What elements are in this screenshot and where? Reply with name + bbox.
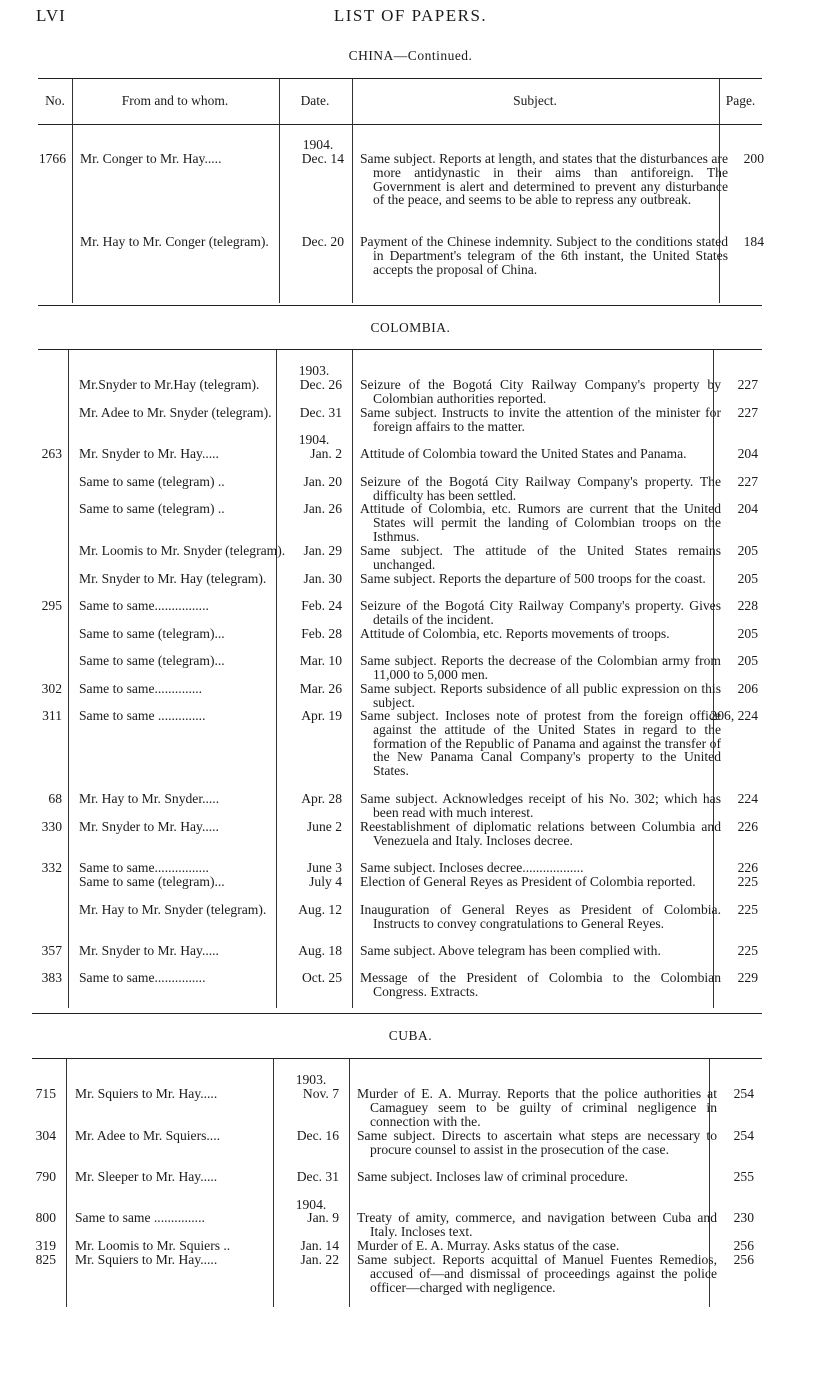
row-date: Aug. 12 <box>298 902 342 917</box>
row-no: 357 <box>41 943 62 958</box>
china-continued-heading: CHINA—Continued. <box>348 48 473 63</box>
col-head-page: Page. <box>725 93 756 108</box>
row-page: 205 <box>737 571 758 586</box>
header-bottom-rule <box>38 124 762 125</box>
row-subject: Attitude of Colombia toward the United States and Panama. <box>360 446 687 461</box>
row-subject: Inauguration of General Reyes as President of Colombia. Instructs to convey congratulations to General Reyes. <box>360 902 721 931</box>
row-from: Mr. Adee to Mr. Snyder (telegram). <box>79 405 272 420</box>
cuba-col-divider-3 <box>349 1059 350 1307</box>
row-date: Feb. 28 <box>301 626 342 641</box>
page-title: LIST OF PAPERS. <box>333 6 488 25</box>
colombia-year-label-1903: 1903. <box>298 363 330 378</box>
row-subject: Same subject. The attitude of the United States remains unchanged. <box>360 543 721 572</box>
row-date: Jan. 14 <box>300 1238 339 1253</box>
row-from: Same to same (telegram)... <box>79 626 225 641</box>
row-page: 225 <box>737 943 758 958</box>
row-subject: Same subject. Instructs to invite the attention of the minister for foreign affairs to the matter. <box>360 405 721 434</box>
row-no: 332 <box>41 860 62 875</box>
row-no: 715 <box>35 1086 56 1101</box>
row-date: Oct. 25 <box>301 970 342 985</box>
row-date: Apr. 19 <box>301 708 342 723</box>
row-no: 304 <box>35 1128 56 1143</box>
row-from: Mr. Squiers to Mr. Hay..... <box>75 1086 218 1101</box>
row-subject: Same subject. Above telegram has been complied with. <box>360 943 661 958</box>
row-date: Dec. 31 <box>296 1169 339 1184</box>
row-date: Jan. 2 <box>310 446 342 461</box>
colombia-top-rule <box>38 349 762 350</box>
china-col-divider-2 <box>279 79 280 303</box>
cuba-year-label-1904: 1904. <box>295 1197 327 1212</box>
row-from: Mr. Squiers to Mr. Hay..... <box>75 1252 218 1267</box>
row-date: Aug. 18 <box>298 943 342 958</box>
row-page: 206 <box>737 681 758 696</box>
row-subject: Reestablishment of diplomatic relations between Columbia and Venezuela and Italy. Incloses decree. <box>360 819 721 848</box>
row-page: 204 <box>737 501 758 516</box>
row-page: 230 <box>733 1210 754 1225</box>
cuba-year-label-1903: 1903. <box>295 1072 327 1087</box>
row-page: 227 <box>737 377 758 392</box>
row-subject: Same subject. Reports the decrease of the Colombian army from 11,000 to 5,000 men. <box>360 653 721 682</box>
row-subject: Same subject. Directs to ascertain what steps are necessary to procure counsel to assist in the prosecution of the case. <box>357 1128 717 1157</box>
row-subject: Seizure of the Bogotá City Railway Company's property. Gives details of the incident. <box>360 598 721 627</box>
row-from: Mr. Conger to Mr. Hay..... <box>80 151 222 166</box>
row-no: 295 <box>41 598 62 613</box>
row-page: 228 <box>737 598 758 613</box>
row-no: 800 <box>35 1210 56 1225</box>
row-date: Mar. 26 <box>299 681 342 696</box>
row-page: 205 <box>737 626 758 641</box>
row-date: Jan. 26 <box>303 501 342 516</box>
row-page: 227 <box>737 474 758 489</box>
row-from: Mr. Snyder to Mr. Hay (telegram). <box>79 571 267 586</box>
row-date: Jan. 20 <box>303 474 342 489</box>
row-from: Mr. Snyder to Mr. Hay..... <box>79 446 219 461</box>
row-no: 319 <box>35 1238 56 1253</box>
china-bottom-rule <box>38 305 762 306</box>
row-date: June 2 <box>306 819 342 834</box>
header-top-rule <box>38 78 762 79</box>
row-from: Mr. Loomis to Mr. Snyder (telegram). <box>79 543 286 558</box>
row-page: 225 <box>737 874 758 889</box>
cuba-heading: CUBA. <box>388 1028 433 1043</box>
row-subject: Same subject. Reports the departure of 500 troops for the coast. <box>360 571 706 586</box>
row-subject: Same subject. Reports acquittal of Manuel Fuentes Remedios, accused of—and dismissal of proceedings against the police officer—charged with negligence. <box>357 1252 717 1295</box>
row-from: Mr. Adee to Mr. Squiers.... <box>75 1128 220 1143</box>
row-page: 225 <box>737 902 758 917</box>
row-from: Mr. Snyder to Mr. Hay..... <box>79 943 219 958</box>
row-page: 254 <box>733 1128 754 1143</box>
row-from: Same to same................ <box>79 598 209 613</box>
row-subject: Attitude of Colombia, etc. Reports movements of troops. <box>360 626 670 641</box>
row-subject: Election of General Reyes as President of Colombia reported. <box>360 874 696 889</box>
row-from: Mr. Hay to Mr. Snyder..... <box>79 791 220 806</box>
row-date: Dec. 14 <box>301 151 344 166</box>
cuba-col-divider-1 <box>66 1059 67 1307</box>
row-subject: Same subject. Reports at length, and states that the disturbances are more antidynastic in their aims than antiforeign. The Government is alert and determined to prevent any disturbance of the peace, and seems to be able to repress any outbreak. <box>360 151 728 208</box>
row-from: Mr. Hay to Mr. Conger (telegram). <box>80 234 269 249</box>
col-head-subject: Subject. <box>513 93 557 108</box>
row-no: 263 <box>41 446 62 461</box>
row-from: Same to same................ <box>79 860 209 875</box>
row-no: 383 <box>41 970 62 985</box>
row-subject: Message of the President of Colombia to the Colombian Congress. Extracts. <box>360 970 721 999</box>
row-page: 205 <box>737 653 758 668</box>
col-head-from: From and to whom. <box>121 93 229 108</box>
row-no: 302 <box>41 681 62 696</box>
row-from: Mr. Sleeper to Mr. Hay..... <box>75 1169 218 1184</box>
row-date: Dec. 26 <box>299 377 342 392</box>
row-subject: Same subject. Acknowledges receipt of his No. 302; which has been read with much interest. <box>360 791 721 820</box>
cuba-top-rule <box>32 1058 762 1059</box>
row-subject: Same subject. Reports subsidence of all public expression on this subject. <box>360 681 721 710</box>
row-page: 255 <box>733 1169 754 1184</box>
row-from: Mr. Loomis to Mr. Squiers .. <box>75 1238 231 1253</box>
row-subject: Same subject. Incloses note of protest from the foreign office against the attitude of the United States in regard to the formation of the Republic of Panama and against the transfer of the New Panama Canal Company's property to the United States. <box>360 708 721 779</box>
colombia-year-label-1904: 1904. <box>298 432 330 447</box>
row-date: Dec. 20 <box>301 234 344 249</box>
row-from: Same to same (telegram)... <box>79 653 225 668</box>
row-date: Mar. 10 <box>299 653 342 668</box>
row-date: Jan. 9 <box>307 1210 339 1225</box>
row-from: Mr. Hay to Mr. Snyder (telegram). <box>79 902 267 917</box>
row-page: 184 <box>743 234 764 249</box>
row-date: Jan. 29 <box>303 543 342 558</box>
row-date: Jan. 22 <box>300 1252 339 1267</box>
china-col-divider-3 <box>352 79 353 303</box>
row-subject: Seizure of the Bogotá City Railway Company's property by Colombian authorities reported. <box>360 377 721 406</box>
china-year-label: 1904. <box>302 137 334 152</box>
row-from: Same to same (telegram) .. <box>79 474 225 489</box>
colombia-bottom-rule <box>32 1013 762 1014</box>
row-date: Nov. 7 <box>302 1086 339 1101</box>
col-head-no: No. <box>45 93 65 108</box>
row-from: Mr.Snyder to Mr.Hay (telegram). <box>79 377 260 392</box>
row-from: Same to same.............. <box>79 681 203 696</box>
row-page: 229 <box>737 970 758 985</box>
row-no: 311 <box>42 708 62 723</box>
row-from: Same to same (telegram) .. <box>79 501 225 516</box>
row-subject: Seizure of the Bogotá City Railway Company's property. The difficulty has been settled. <box>360 474 721 503</box>
row-subject: Attitude of Colombia, etc. Rumors are current that the United States will permit the landing of Colombian troops on the Isthmus. <box>360 501 721 544</box>
row-date: July 4 <box>309 874 342 889</box>
row-from: Same to same ............... <box>75 1210 205 1225</box>
col-head-date: Date. <box>300 93 330 108</box>
china-col-divider-1 <box>72 79 73 303</box>
row-subject: Murder of E. A. Murray. Asks status of the case. <box>357 1238 620 1253</box>
row-page: 205 <box>737 543 758 558</box>
row-date: Feb. 24 <box>301 598 342 613</box>
row-subject: Payment of the Chinese indemnity. Subject to the conditions stated in Department's telegram of the 6th instant, the United States accepts the proposal of China. <box>360 234 728 277</box>
row-no: 825 <box>35 1252 56 1267</box>
row-date: Jan. 30 <box>303 571 342 586</box>
roman-page-number: LVI <box>36 6 66 25</box>
row-from: Same to same............... <box>79 970 206 985</box>
row-page: 256 <box>733 1252 754 1267</box>
row-date: Apr. 28 <box>301 791 342 806</box>
row-from: Same to same (telegram)... <box>79 874 225 889</box>
colombia-col-divider-3 <box>352 350 353 1008</box>
row-date: June 3 <box>306 860 342 875</box>
row-page: 224 <box>737 791 758 806</box>
row-no: 330 <box>41 819 62 834</box>
row-page: 256 <box>733 1238 754 1253</box>
colombia-heading: COLOMBIA. <box>370 320 451 335</box>
row-page: 254 <box>733 1086 754 1101</box>
row-page: 200 <box>743 151 764 166</box>
row-page: 227 <box>737 405 758 420</box>
row-subject: Same subject. Incloses law of criminal procedure. <box>357 1169 629 1184</box>
row-page: 226 <box>737 860 758 875</box>
row-subject: Murder of E. A. Murray. Reports that the police authorities at Camaguey seem to be guilty of criminal negligence in connection with the. <box>357 1086 717 1129</box>
row-subject: Treaty of amity, commerce, and navigation between Cuba and Italy. Incloses text. <box>357 1210 717 1239</box>
row-from: Same to same .............. <box>79 708 206 723</box>
row-subject: Same subject. Incloses decree.................. <box>360 860 584 875</box>
colombia-col-divider-1 <box>68 350 69 1008</box>
row-no: 790 <box>35 1169 56 1184</box>
row-no: 1766 <box>38 151 66 166</box>
row-date: Dec. 31 <box>299 405 342 420</box>
row-no: 68 <box>48 791 62 806</box>
row-page: 204 <box>737 446 758 461</box>
row-page: 206, 224 <box>710 708 758 723</box>
row-date: Dec. 16 <box>296 1128 339 1143</box>
row-page: 226 <box>737 819 758 834</box>
row-from: Mr. Snyder to Mr. Hay..... <box>79 819 219 834</box>
